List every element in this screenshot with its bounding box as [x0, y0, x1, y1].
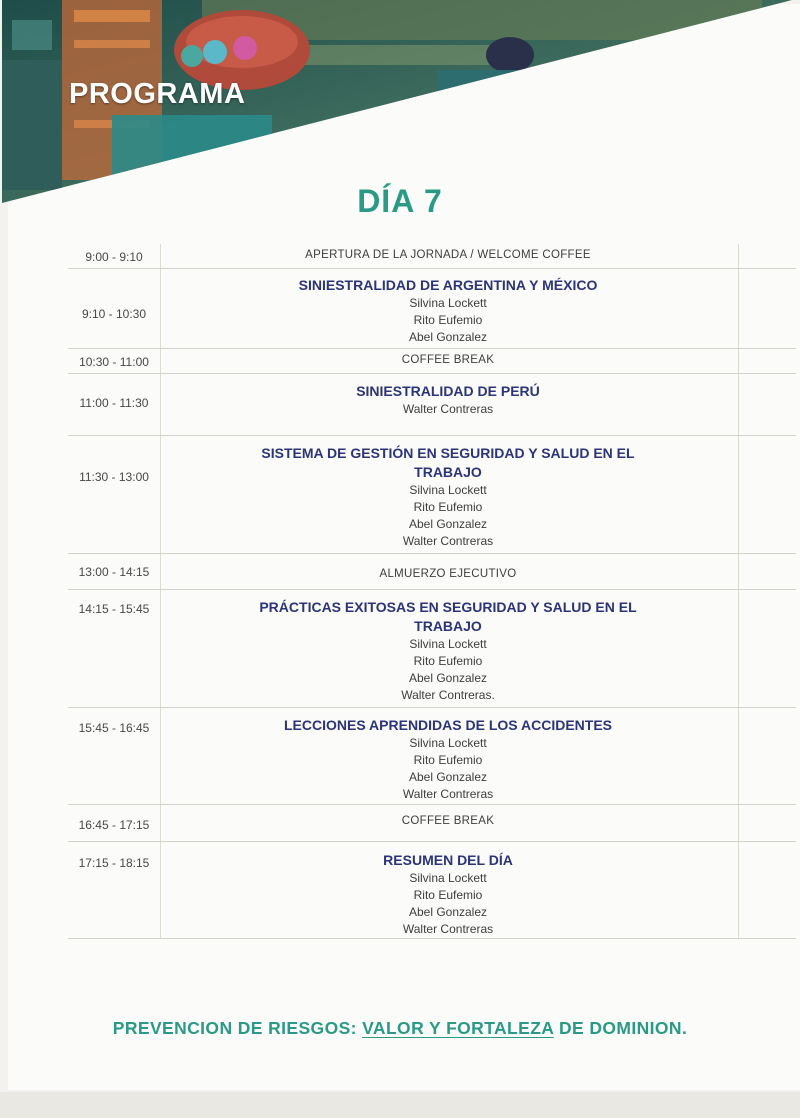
row-label: ALMUERZO EJECUTIVO — [379, 568, 517, 580]
footer-slogan-part: PREVENCION DE RIESGOS: — [112, 1018, 363, 1038]
footer-slogan-highlight: VALOR Y FORTALEZA — [362, 1018, 554, 1038]
speaker-name: Rito Eufemio — [413, 888, 483, 902]
row-time: 14:15 - 15:45 — [78, 602, 150, 616]
schedule-row — [68, 842, 796, 939]
paper-edge — [0, 1092, 800, 1118]
schedule-row — [68, 244, 796, 269]
speaker-name: Abel Gonzalez — [408, 770, 488, 784]
speaker-name: Silvina Lockett — [409, 296, 487, 310]
row-time: 15:45 - 16:45 — [78, 721, 150, 735]
row-label: COFFEE BREAK — [401, 354, 495, 366]
session-title: SINIESTRALIDAD DE PERÚ — [356, 383, 540, 399]
speaker-name: Walter Contreras — [402, 787, 494, 801]
day-title: DÍA 7 — [357, 183, 443, 219]
speaker-name: Silvina Lockett — [409, 736, 487, 750]
speaker-name: Abel Gonzalez — [408, 905, 488, 919]
session-title: LECCIONES APRENDIDAS DE LOS ACCIDENTES — [284, 717, 612, 733]
footer-slogan — [0, 1018, 800, 1039]
session-title: SINIESTRALIDAD DE ARGENTINA Y MÉXICO — [298, 277, 598, 293]
session-title: RESUMEN DEL DÍA — [383, 852, 513, 868]
row-time: 11:30 - 13:00 — [79, 470, 149, 484]
schedule-row — [68, 436, 796, 554]
schedule-row — [68, 269, 796, 349]
speaker-name: Rito Eufemio — [413, 654, 483, 668]
schedule-table — [68, 244, 796, 939]
session-title: SISTEMA DE GESTIÓN EN SEGURIDAD Y SALUD EN EL TRABAJO — [261, 445, 635, 480]
speaker-name: Abel Gonzalez — [408, 671, 488, 685]
schedule-row — [68, 554, 796, 590]
row-time: 10:30 - 11:00 — [79, 355, 149, 369]
row-label: APERTURA DE LA JORNADA / WELCOME COFFEE — [305, 249, 591, 261]
session-title: PRÁCTICAS EXITOSAS EN SEGURIDAD Y SALUD EN EL TRABAJO — [259, 599, 637, 634]
schedule-row — [68, 708, 796, 805]
speaker-name: Walter Contreras — [402, 402, 494, 416]
speaker-name: Silvina Lockett — [409, 871, 487, 885]
speaker-name: Abel Gonzalez — [408, 517, 488, 531]
row-time: 17:15 - 18:15 — [78, 856, 150, 870]
row-label: COFFEE BREAK — [401, 815, 495, 827]
footer-slogan-part: DE DOMINION. — [553, 1018, 688, 1038]
speaker-name: Walter Contreras — [402, 922, 494, 936]
schedule-row — [68, 805, 796, 842]
speaker-name: Silvina Lockett — [409, 637, 487, 651]
speaker-name: Abel Gonzalez — [408, 330, 488, 344]
speaker-name: Rito Eufemio — [413, 500, 483, 514]
row-time: 11:00 - 11:30 — [79, 396, 149, 410]
schedule-row — [68, 590, 796, 708]
speaker-name: Walter Contreras — [402, 534, 494, 548]
speaker-name: Silvina Lockett — [409, 483, 487, 497]
row-time: 13:00 - 14:15 — [78, 565, 150, 579]
speaker-name: Rito Eufemio — [413, 753, 483, 767]
schedule-row — [68, 374, 796, 436]
row-time: 16:45 - 17:15 — [78, 818, 150, 832]
speaker-name: Rito Eufemio — [413, 313, 483, 327]
row-time: 9:10 - 10:30 — [81, 307, 147, 321]
row-time: 9:00 - 9:10 — [85, 250, 143, 264]
speaker-name: Walter Contreras. — [401, 688, 495, 702]
program-heading: PROGRAMA — [69, 78, 246, 110]
schedule-row — [68, 349, 796, 374]
